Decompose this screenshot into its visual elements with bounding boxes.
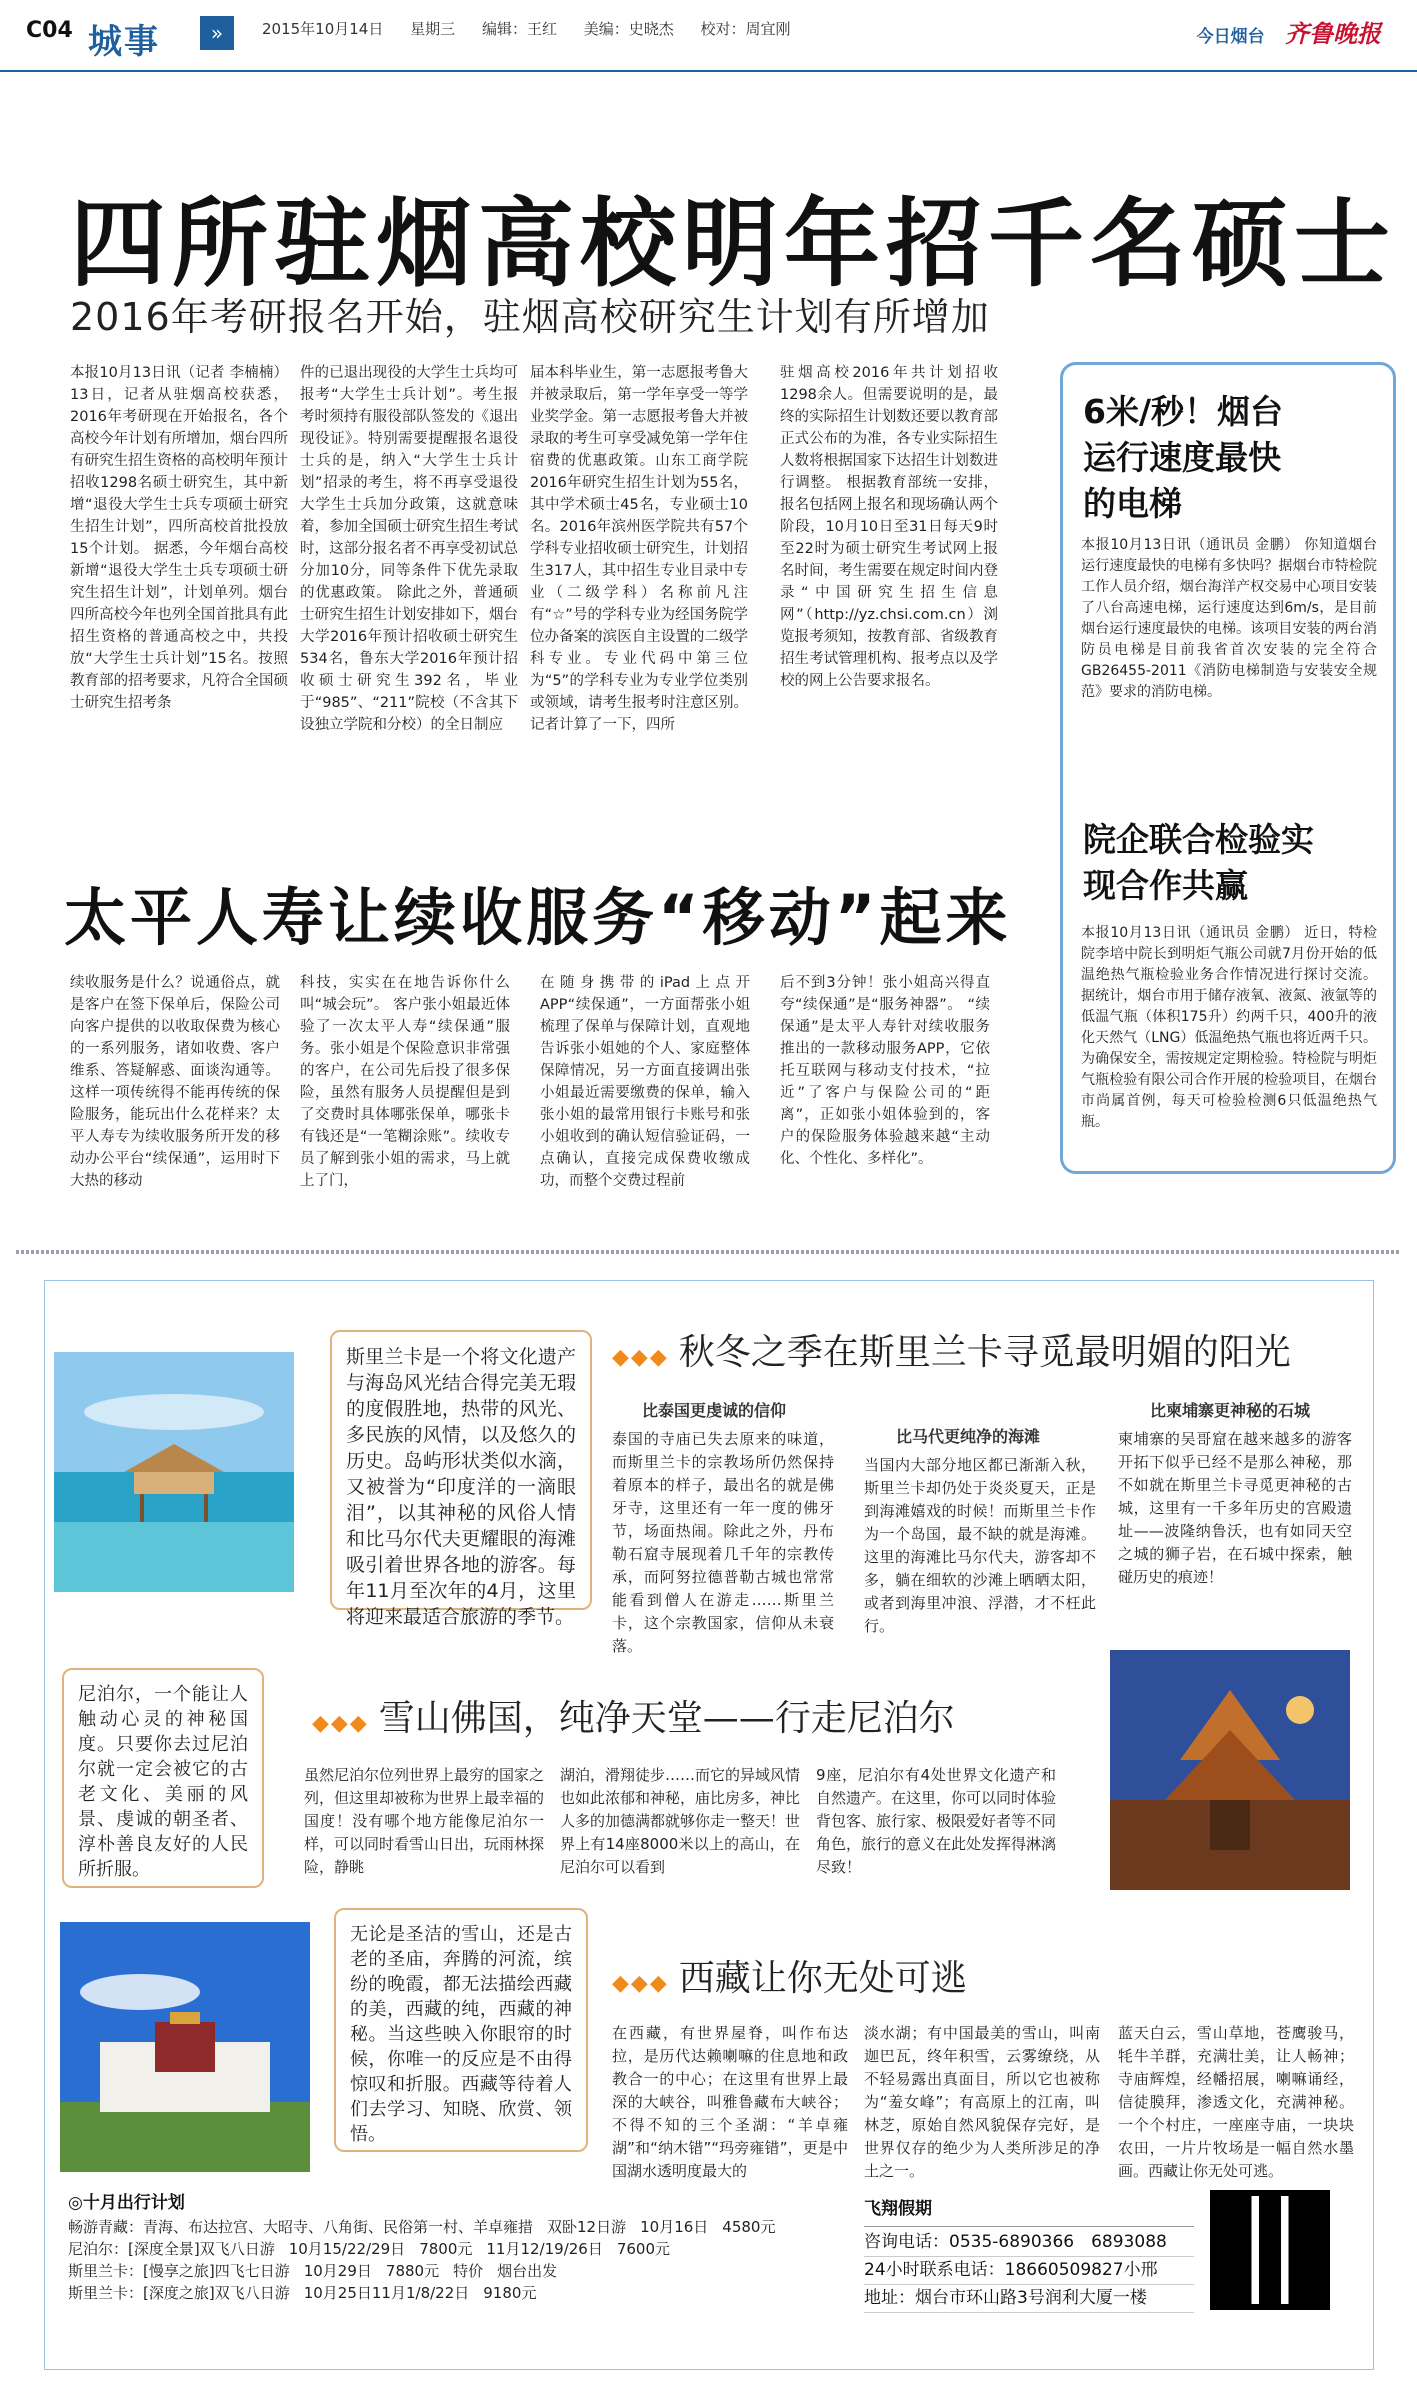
second-column-1: 续收服务是什么？说通俗点，就是客户在签下保单后，保险公司向客户提供的以收取保费为核心的一系列服务，诸如收费、客户维系、答疑解惑、面谈沟通等。这样一项传统得不能再传统的保险服务，能玩出什么花样来？太平人寿专为续收服务所开发的移动办公平台“续保通”，运用时下大热的移动 (70, 975, 280, 1189)
temple-icon (1110, 1650, 1350, 1890)
second-column-3: 在随身携带的iPad上点开APP“续保通”，一方面帮张小姐梳理了保单与保障计划，直观地告诉张小姐她的个人、家庭整体保障情况，另一方面直接调出张小姐最近需要缴费的保单，输入张小姐的最常用银行卡账号和张小姐收到的确认短信验证码，一点确认，直接完成保费收缴成功，而整个交费过程前 (540, 975, 750, 1189)
sri-lanka-sub-2: 比马代更纯净的海滩 (896, 1427, 1041, 1446)
issue-date: 2015年10月14日 (262, 20, 384, 38)
lead-column-4: 驻烟高校2016年共计划招收1298余人。但需要说明的是，最终的实际招生计划数还要以教育部正式公布的为准，各专业实际招生人数将根据国家下达招生计划数进行调整。 根据教育部统一安排，报名包括网上报名和现场确认两个阶段，10月10日至31日每天9时至22时为硕士研究生考试网上报名时间，考生需要在规定时间内登录“中国研究生招生信息网”（http://yz.chsi.com.cn）浏览报考须知，按教育部、省级教育招生考试管理机构、报考点以及学校的网上公告要求报名。 (780, 365, 998, 689)
masthead (0, 0, 1417, 72)
sri-lanka-title (612, 1324, 1291, 1375)
plan-cell: 双卧12日游 (547, 2218, 627, 2236)
diamond-icon: ◆◆◆ (612, 1971, 669, 1996)
lead-column-1: 本报10月13日讯（记者 李楠楠） 13日，记者从驻烟高校获悉，2016年考研现在开始报名，各个高校今年计划有所增加，烟台四所有研究生招生资格的高校明年预计招收1298名硕士研究生，其中新增“退役大学生士兵专项硕士研究生招生计划”，四所高校首批投放15个计划。 据悉，今年烟台高校新增“退役大学生士兵专项硕士研究生招生计划”，计划单列。烟台四所高校今年也列全国首批具有此招生资格的普通高校之中，共投放“大学生士兵计划”15名。按照教育部的招考要求，凡符合全国硕士研究生招考条 (70, 365, 288, 711)
plan-cell: 10月16日 (640, 2218, 709, 2236)
section-divider (16, 1250, 1400, 1254)
lead-column-2: 件的已退出现役的大学生士兵均可报考“大学生士兵计划”。考生报考时须持有服役部队签发的《退出现役证》。特别需要提醒报名退役士兵的是，纳入“大学生士兵计划”招录的考生，将不再享受退役大学生士兵加分政策，这就意味着，参加全国硕士研究生招生考试时，这部分报名者不再享受初试总分加10分，同等条件下优先录取的优惠政策。 除此之外，普通硕士研究生招生计划安排如下，烟台大学2016年预计招收硕士研究生534名，鲁东大学2016年预计招收硕士研究生392名，毕业于“985”、“211”院校（不含其下设独立学院和分校）的全日制应 (300, 365, 518, 733)
section-tab (80, 10, 240, 62)
nepal-title-text: 雪山佛国，纯净天堂——行走尼泊尔 (378, 1698, 955, 1739)
plan-row (68, 2216, 828, 2238)
brand-area (1197, 14, 1381, 49)
nepal-photo (1110, 1650, 1350, 1890)
tibet-title (612, 1950, 967, 2001)
plan-cell: 畅游青藏：青海、布达拉宫、大昭寺、八角街、民俗第一村、羊卓雍措 (68, 2218, 534, 2236)
tibet-title-text: 西藏让你无处可逃 (678, 1958, 967, 1999)
tibet-col-3: 蓝天白云，雪山草地，苍鹰骏马，牦牛羊群，充满壮美，让人畅神；寺庙辉煌，经幡招展，喇嘛诵经，信徒膜拜，渗透文化，充满神秘。一个个村庄，一座座寺庙，一块块农田，一片片牧场是一幅自然水墨画。西藏让你无处可逃。 (1118, 2024, 1354, 2180)
sri-lanka-col-2: 当国内大部分地区都已渐渐入秋，斯里兰卡却仍处于炎炎夏天，正是到海滩嬉戏的时候！而斯里兰卡作为一个岛国，最不缺的就是海滩。这里的海滩比马尔代夫，游客却不多，躺在细软的沙滩上晒晒太阳，或者到海里冲浪、浮潜，才不枉此行。 (864, 1456, 1096, 1635)
nepal-col-1: 虽然尼泊尔位列世界上最穷的国家之列，但这里却被称为世界上最幸福的国度！没有哪个地方能像尼泊尔一样，可以同时看雪山日出，玩雨林探险，静眺 (304, 1766, 545, 1876)
plan-cell: 10月15/22/29日 (288, 2240, 406, 2258)
issue-meta (262, 18, 813, 39)
tibet-col-1: 在西藏，有世界屋脊，叫作布达拉，是历代达赖喇嘛的住息地和政教合一的中心；在这里有世界上最深的大峡谷，叫雅鲁藏布大峡谷；不得不知的三个圣湖：“羊卓雍湖”和“纳木错”“玛旁雍错”，更是中国湖水透明度最大的 (612, 2024, 848, 2180)
tibet-intro: 无论是圣洁的雪山，还是古老的圣庙，奔腾的河流，缤纷的晚霞，都无法描绘西藏的美，西藏的纯，西藏的神秘。当这些映入你眼帘的时候，你唯一的反应是不由得惊叹和折服。西藏等待着人们去学习、知晓、欣赏、领悟。 (334, 1908, 588, 2152)
diamond-icon: ◆◆◆ (312, 1711, 369, 1736)
sri-lanka-col-1: 泰国的寺庙已失去原来的味道，而斯里兰卡的宗教场所仍然保持着原本的样子，最出名的就是佛牙寺，这里还有一年一度的佛牙节，场面热闹。除此之外，丹布勒石窟寺展现着几千年的宗教传承，而阿努拉德普勒古城也常常能看到僧人在游走……斯里兰卡，这个宗教国家，信仰从未衰落。 (612, 1430, 834, 1655)
tibet-photo (60, 1922, 310, 2172)
plan-cell: 斯里兰卡：[深度之旅]双飞八日游 (68, 2284, 290, 2302)
issue-art: 美编：史晓杰 (583, 20, 674, 38)
plan-cell: 斯里兰卡：[慢享之旅]四飞七日游 (68, 2262, 290, 2280)
chevron-right-icon: » (200, 16, 234, 50)
sidebar-body-2: 本报10月13日讯（通讯员 金鹏） 近日，特检院李培中院长到明炬气瓶公司就7月份开始的低温绝热气瓶检验业务合作情况进行探讨交流。 据统计，烟台市用于储存液氧、液氮、液氩等的低温气瓶（体积175升）约两千只，400升的液化天然气（LNG）低温绝热气瓶也将近两千只。为确保安全，需按规定定期检验。特检院与明炬气瓶检验有限公司合作开展的检验项目，在烟台市尚属首例，每天可检验检测6只低温绝热气瓶。 (1081, 925, 1377, 1130)
lead-subhead: 2016年考研报名开始，驻烟高校研究生计划有所增加 (70, 295, 990, 339)
issue-weekday: 星期三 (410, 20, 456, 38)
plan-cell: 烟台出发 (497, 2262, 558, 2280)
plan-row (68, 2282, 828, 2304)
sidebar-headline-1: 6米/秒！烟台运行速度最快的电梯 (1083, 392, 1284, 523)
plan-cell: 9180元 (483, 2284, 537, 2302)
plan-cell: 7880元 (385, 2262, 440, 2280)
sri-lanka-sub-1: 比泰国更虔诚的信仰 (642, 1401, 787, 1420)
page-code: C04 (26, 18, 73, 43)
beach-hut-icon (54, 1352, 294, 1592)
sidebar-body-1: 本报10月13日讯（通讯员 金鹏） 你知道烟台运行速度最快的电梯有多快吗？据烟台市特检院工作人员介绍，烟台海洋产权交易中心项目安装了八台高速电梯，运行速度达到6m/s，是目前烟台运行速度最快的电梯。该项目安装的两台消防员电梯是目前我省首次安装的完全符合GB26455-2011《消防电梯制造与安装安全规范》要求的消防电梯。 (1081, 537, 1377, 700)
palace-icon (60, 1922, 310, 2172)
nepal-col-3: 9座，尼泊尔有4处世界文化遗产和自然遗产。在这里，你可以同时体验背包客、旅行家、极限爱好者等不同角色，旅行的意义在此处发挥得淋漓尽致！ (816, 1766, 1057, 1876)
today-label: 今日烟台 (1196, 27, 1265, 47)
sri-lanka-sub-3: 比柬埔寨更神秘的石城 (1150, 1401, 1311, 1420)
nepal-intro: 尼泊尔，一个能让人触动心灵的神秘国度。只要你去过尼泊尔就一定会被它的古老文化、美丽的风景、虔诚的朝圣者、淳朴善良友好的人民所折服。 (62, 1668, 264, 1888)
plan-cell: 特价 (453, 2262, 484, 2280)
second-column-4: 后不到3分钟！张小姐高兴得直夸“续保通”是“服务神器”。 “续保通”是太平人寿针对续收服务推出的一款移动服务APP，它依托互联网与移动支付技术，“拉近”了客户与保险公司的“距离”，正如张小姐体验到的，客户的保险服务体验越来越“主动化、个性化、多样化”。 (780, 975, 990, 1167)
tibet-col-2: 淡水湖；有中国最美的雪山，叫南迦巴瓦，终年积雪，云雾缭绕，从不轻易露出真面目，所以它也被称为“羞女峰”；有高原上的江南，叫林芝，原始自然风貌保存完好，是世界仅存的绝少为人类所涉足的净土之一。 (864, 2024, 1100, 2180)
plan-cell: 10月29日 (303, 2262, 372, 2280)
nepal-col-2: 湖泊，滑翔徒步……而它的异域风情也如此浓郁和神秘，庙比房多，神比人多的加德满都就够你走一整天！世界上有14座8000米以上的高山，在尼泊尔可以看到 (560, 1766, 801, 1876)
contact-block (864, 2196, 1194, 2313)
sri-lanka-intro: 斯里兰卡是一个将文化遗产与海岛风光结合得完美无瑕的度假胜地，热带的风光、多民族的风情，以及悠久的历史。岛屿形状类似水滴，又被誉为“印度洋的一滴眼泪”，以其神秘的风俗人情和比马尔代夫更耀眼的海滩吸引着世界各地的游客。每年11月至次年的4月，这里将迎来最适合旅游的季节。 (330, 1330, 592, 1610)
brand-logo: 齐鲁晚报 (1285, 19, 1381, 48)
nepal-title (312, 1690, 955, 1741)
sidebar-box (1060, 362, 1396, 1174)
second-column-2: 科技，实实在在地告诉你什么叫“城会玩”。 客户张小姐最近体验了一次太平人寿“续保通”服务。张小姐是个保险意识非常强的客户，在公司先后投了很多保险，虽然有服务人员提醒但是到了交费时具体哪张保单，哪张卡有钱还是“一笔糊涂账”。续收专员了解到张小姐的需求，马上就上了门， (300, 975, 510, 1189)
sidebar-headline-2: 院企联合检验实现合作共赢 (1083, 820, 1314, 905)
section-name: 城事 (88, 22, 160, 62)
lead-column-3: 届本科毕业生，第一志愿报考鲁大并被录取后，第一学年享受一等学业奖学金。第一志愿报考鲁大并被录取的考生可享受减免第一学年住宿费的优惠政策。山东工商学院2016年研究生招生计划为55名，其中学术硕士45名，专业硕士10名。2016年滨州医学院共有57个学科专业招收硕士研究生，计划招生317人，其中招生专业目录中专业（二级学科）名称前凡注有“☆”号的学科专业为经国务院学位办备案的滨医自主设置的二级学科专业。专业代码中第三位为“5”的学科专业为专业学位类别或领域，请考生报考时注意区别。 记者计算了一下，四所 (530, 365, 748, 733)
plan-cell: 4580元 (722, 2218, 776, 2236)
plan-cell: 11月12/19/26日 (486, 2240, 603, 2258)
sri-lanka-title-text: 秋冬之季在斯里兰卡寻觅最明媚的阳光 (678, 1332, 1291, 1373)
lead-headline: 四所驻烟高校明年招千名硕士 (70, 188, 1396, 300)
sri-lanka-col-3: 柬埔寨的吴哥窟在越来越多的游客开拓下似乎已经不是那么神秘，那不如就在斯里兰卡寻觅更神秘的古城，这里有一千多年历史的宫殿遗址——波隆纳鲁沃，也有如同天空之城的狮子岩，在石城中探索，触碰历史的痕迹！ (1118, 1430, 1352, 1586)
diamond-icon: ◆◆◆ (612, 1345, 669, 1370)
plan-row (68, 2238, 828, 2260)
agency-name: 飞翔假期 (864, 2196, 1194, 2227)
plan-row (68, 2260, 828, 2282)
plan-cell: 7800元 (419, 2240, 473, 2258)
contact-phone: 咨询电话：0535-6890366 6893088 (864, 2229, 1194, 2257)
issue-editor: 编辑：王红 (481, 20, 557, 38)
contact-hotline: 24小时联系电话：18660509827小邢 (864, 2257, 1194, 2285)
plan-title: ◎十月出行计划 (68, 2193, 185, 2213)
plan-cell: 尼泊尔：[深度全景]双飞八日游 (68, 2240, 275, 2258)
plan-table (68, 2216, 828, 2304)
qr-code-icon (1210, 2190, 1330, 2310)
plan-cell: 7600元 (616, 2240, 671, 2258)
plan-cell: 10月25日11月1/8/22日 (303, 2284, 470, 2302)
issue-proof: 校对：周宜刚 (700, 20, 791, 38)
sri-lanka-photo (54, 1352, 294, 1592)
contact-address: 地址：烟台市环山路3号润利大厦一楼 (864, 2285, 1194, 2313)
second-headline: 太平人寿让续收服务“移动”起来 (64, 881, 1012, 954)
